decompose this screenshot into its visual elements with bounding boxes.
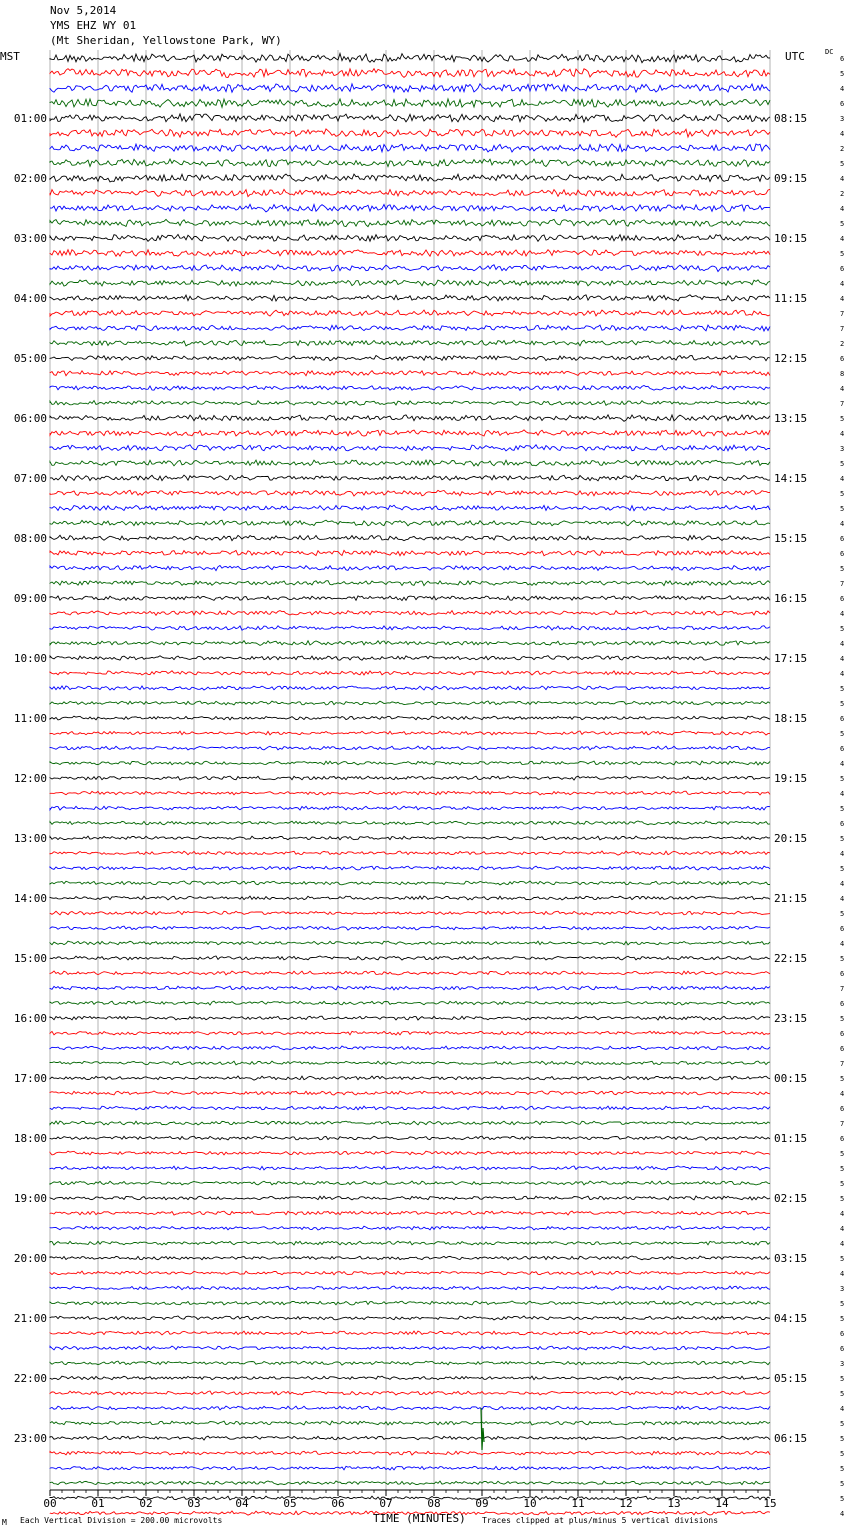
dc-offset-value: 5	[840, 625, 845, 633]
trace-row	[50, 1331, 770, 1335]
dc-offset-value: 4	[840, 940, 845, 948]
x-tick-label: 11	[571, 1497, 585, 1510]
mst-hour-label: 17:00	[13, 1072, 47, 1085]
trace-row	[50, 1151, 770, 1155]
dc-offset-value: 6	[840, 550, 845, 558]
dc-offset-value: 5	[840, 955, 845, 963]
dc-offset-value: 4	[840, 1225, 845, 1233]
trace-row	[50, 581, 770, 586]
mst-hour-label: 23:00	[13, 1432, 47, 1445]
trace-row	[50, 505, 770, 511]
trace-row	[50, 401, 770, 406]
x-tick-label: 15	[763, 1497, 777, 1510]
event-spike	[481, 1408, 484, 1450]
trace-row	[50, 1436, 770, 1440]
x-tick-label: 00	[43, 1497, 57, 1510]
dc-offset-value: 8	[840, 370, 845, 378]
dc-offset-value: 5	[840, 160, 845, 168]
clip-note: Traces clipped at plus/minus 5 vertical divisions	[482, 1516, 719, 1525]
trace-row	[50, 1256, 770, 1260]
mst-hour-label: 22:00	[13, 1372, 47, 1385]
dc-offset-value: 6	[840, 745, 845, 753]
utc-hour-label: 16:15	[774, 592, 808, 605]
trace-row	[50, 1421, 770, 1425]
x-tick-label: 07	[379, 1497, 393, 1510]
trace-row	[50, 1391, 770, 1395]
dc-offset-value: 5	[840, 1465, 845, 1473]
dc-offset-value: 7	[840, 985, 845, 993]
trace-row	[50, 731, 770, 735]
dc-offset-value: 2	[840, 340, 845, 348]
trace-row	[50, 1226, 770, 1230]
mst-hour-label: 06:00	[13, 412, 47, 425]
trace-row	[50, 234, 770, 241]
trace-row	[50, 430, 770, 436]
trace-row	[50, 941, 770, 945]
mst-hour-label: 02:00	[13, 172, 47, 185]
mst-hour-label: 15:00	[13, 952, 47, 965]
dc-offset-value: 3	[840, 115, 845, 123]
trace-row	[50, 821, 770, 825]
dc-offset-value: 7	[840, 325, 845, 333]
trace-row	[50, 1196, 770, 1200]
trace-row	[50, 1076, 770, 1080]
dc-offset-value: 5	[840, 565, 845, 573]
dc-offset-value: 7	[840, 400, 845, 408]
dc-offset-value: 5	[840, 1315, 845, 1323]
trace-row	[50, 1346, 770, 1350]
trace-row	[50, 1361, 770, 1365]
utc-hour-label: 11:15	[774, 292, 808, 305]
trace-row	[50, 1061, 770, 1065]
trace-row	[50, 1481, 770, 1485]
dc-offset-value: 4	[840, 1210, 845, 1218]
trace-row	[50, 611, 770, 616]
dc-offset-value: 4	[840, 130, 845, 138]
scale-note: Each Vertical Division = 200.00 microvolts	[20, 1516, 223, 1525]
dc-offset-value: 5	[840, 1435, 845, 1443]
dc-offset-value: 7	[840, 1060, 845, 1068]
dc-offset-value: 5	[840, 1390, 845, 1398]
x-tick-label: 10	[523, 1497, 537, 1510]
dc-offset-value: 4	[840, 385, 845, 393]
trace-row	[50, 114, 770, 122]
plot-date: Nov 5,2014	[50, 4, 117, 17]
dc-offset-value: 5	[840, 1075, 845, 1083]
trace-row	[50, 520, 770, 526]
utc-hour-label: 08:15	[774, 112, 808, 125]
dc-offset-value: 5	[840, 805, 845, 813]
trace-row	[50, 371, 770, 376]
trace-row	[50, 1241, 770, 1245]
dc-offset-value: 7	[840, 580, 845, 588]
utc-hour-label: 17:15	[774, 652, 808, 665]
utc-hour-label: 03:15	[774, 1252, 808, 1265]
utc-hour-label: 10:15	[774, 232, 808, 245]
trace-row	[50, 716, 770, 720]
mst-hour-label: 03:00	[13, 232, 47, 245]
trace-row	[50, 144, 770, 152]
dc-offset-value: 4	[840, 1090, 845, 1098]
dc-offset-value: 6	[840, 1135, 845, 1143]
trace-row	[50, 866, 770, 870]
corner-mark: M	[2, 1518, 7, 1527]
dc-offset-value: 6	[840, 595, 845, 603]
trace-row	[50, 1046, 770, 1050]
dc-offset-value: 4	[840, 610, 845, 618]
dc-offset-value: 4	[840, 85, 845, 93]
dc-offset-value: 5	[840, 730, 845, 738]
mst-hour-label: 16:00	[13, 1012, 47, 1025]
x-tick-label: 12	[619, 1497, 633, 1510]
trace-row	[50, 189, 770, 196]
trace-row	[50, 1286, 770, 1290]
trace-row	[50, 701, 770, 705]
dc-offset-value: 4	[840, 655, 845, 663]
dc-offset-value: 5	[840, 1255, 845, 1263]
utc-hour-label: 06:15	[774, 1432, 808, 1445]
x-tick-label: 09	[475, 1497, 489, 1510]
trace-row	[50, 626, 770, 631]
trace-row	[50, 641, 770, 646]
trace-row	[50, 280, 770, 286]
trace-row	[50, 761, 770, 765]
dc-offset-value: 6	[840, 1045, 845, 1053]
dc-offset-value: 4	[840, 670, 845, 678]
trace-row	[50, 1121, 770, 1125]
dc-offset-value: 4	[840, 520, 845, 528]
trace-row	[50, 310, 770, 316]
trace-row	[50, 806, 770, 810]
mst-hour-label: 01:00	[13, 112, 47, 125]
trace-row	[50, 746, 770, 750]
utc-hour-label: 18:15	[774, 712, 808, 725]
dc-offset-value: 5	[840, 775, 845, 783]
mst-hour-label: 18:00	[13, 1132, 47, 1145]
dc-offset-value: 7	[840, 310, 845, 318]
dc-offset-value: 4	[840, 475, 845, 483]
dc-offset-value: 2	[840, 145, 845, 153]
dc-offset-value: 7	[840, 1120, 845, 1128]
dc-offset-value: 5	[840, 1495, 845, 1503]
dc-offset-value: 6	[840, 55, 845, 63]
trace-row	[50, 1091, 770, 1095]
dc-offset-value: 6	[840, 100, 845, 108]
utc-hour-label: 21:15	[774, 892, 808, 905]
utc-hour-label: 02:15	[774, 1192, 808, 1205]
trace-row	[50, 219, 770, 226]
trace-row	[50, 851, 770, 855]
dc-offset-value: 3	[840, 1285, 845, 1293]
x-tick-label: 01	[91, 1497, 105, 1510]
trace-row	[50, 445, 770, 451]
dc-offset-value: 5	[840, 835, 845, 843]
mst-hour-label: 12:00	[13, 772, 47, 785]
trace-row	[50, 1211, 770, 1215]
x-tick-label: 03	[187, 1497, 201, 1510]
dc-offset-value: 5	[840, 1300, 845, 1308]
dc-offset-value: 5	[840, 415, 845, 423]
trace-row	[50, 99, 770, 107]
trace-row	[50, 415, 770, 422]
trace-row	[50, 535, 770, 540]
trace-row	[50, 1376, 770, 1380]
dc-offset-value: 5	[840, 1480, 845, 1488]
trace-row	[50, 1406, 770, 1410]
trace-row	[50, 1316, 770, 1320]
trace-row	[50, 84, 770, 92]
dc-offset-value: 4	[840, 175, 845, 183]
utc-hour-label: 00:15	[774, 1072, 808, 1085]
trace-row	[50, 54, 770, 63]
trace-row	[50, 986, 770, 990]
dc-offset-value: 6	[840, 715, 845, 723]
trace-row	[50, 881, 770, 885]
trace-row	[50, 791, 770, 795]
trace-row	[50, 204, 770, 212]
mst-hour-label: 14:00	[13, 892, 47, 905]
mst-hour-label: 21:00	[13, 1312, 47, 1325]
x-tick-label: 13	[667, 1497, 681, 1510]
trace-row	[50, 340, 770, 346]
trace-row	[50, 325, 770, 331]
dc-offset-value: 3	[840, 445, 845, 453]
dc-offset-value: 4	[840, 640, 845, 648]
dc-offset-value: 4	[840, 1240, 845, 1248]
utc-hour-label: 20:15	[774, 832, 808, 845]
trace-row	[50, 460, 770, 466]
trace-row	[50, 1271, 770, 1275]
station-location: (Mt Sheridan, Yellowstone Park, WY)	[50, 34, 282, 47]
trace-row	[50, 159, 770, 167]
trace-row	[50, 686, 770, 690]
trace-row	[50, 896, 770, 900]
trace-row	[50, 926, 770, 930]
x-tick-label: 06	[331, 1497, 345, 1510]
trace-row	[50, 956, 770, 960]
dc-offset-value: 5	[840, 1450, 845, 1458]
mst-hour-label: 10:00	[13, 652, 47, 665]
dc-offset-value: 6	[840, 970, 845, 978]
trace-row	[50, 596, 770, 601]
utc-hour-label: 04:15	[774, 1312, 808, 1325]
trace-row	[50, 174, 770, 182]
trace-row	[50, 356, 770, 361]
mst-hour-label: 09:00	[13, 592, 47, 605]
trace-row	[50, 656, 770, 661]
dc-offset-value: 5	[840, 505, 845, 513]
dc-offset-value: 4	[840, 280, 845, 288]
dc-offset-value: 5	[840, 1165, 845, 1173]
station-code: YMS EHZ WY 01	[50, 19, 137, 32]
utc-hour-label: 14:15	[774, 472, 808, 485]
trace-row	[50, 971, 770, 975]
dc-offset-value: 6	[840, 925, 845, 933]
trace-row	[50, 475, 770, 481]
trace-row	[50, 836, 770, 840]
trace-row	[50, 550, 770, 555]
dc-label: DC	[825, 48, 834, 56]
dc-offset-value: 5	[840, 220, 845, 228]
dc-offset-value: 4	[840, 205, 845, 213]
trace-row	[50, 1001, 770, 1005]
dc-offset-value: 4	[840, 790, 845, 798]
dc-offset-value: 5	[840, 1420, 845, 1428]
trace-row	[50, 911, 770, 915]
x-tick-label: 05	[283, 1497, 297, 1510]
trace-row	[50, 1106, 770, 1110]
x-tick-label: 04	[235, 1497, 249, 1510]
dc-offset-value: 3	[840, 1360, 845, 1368]
trace-row	[50, 1466, 770, 1470]
trace-row	[50, 490, 770, 496]
mst-axis-label: MST	[0, 50, 20, 63]
trace-row	[50, 1181, 770, 1185]
dc-offset-value: 4	[840, 880, 845, 888]
x-tick-label: 14	[715, 1497, 729, 1510]
dc-offset-value: 6	[840, 1330, 845, 1338]
dc-offset-value: 4	[840, 760, 845, 768]
dc-offset-value: 4	[840, 235, 845, 243]
trace-row	[50, 1451, 770, 1455]
dc-offset-value: 2	[840, 190, 845, 198]
trace-row	[50, 265, 770, 272]
utc-hour-label: 12:15	[774, 352, 808, 365]
utc-hour-label: 23:15	[774, 1012, 808, 1025]
dc-offset-value: 5	[840, 865, 845, 873]
dc-offset-value: 5	[840, 70, 845, 78]
dc-offset-value: 5	[840, 685, 845, 693]
dc-offset-value: 5	[840, 1195, 845, 1203]
trace-row	[50, 386, 770, 391]
utc-hour-label: 19:15	[774, 772, 808, 785]
mst-hour-label: 13:00	[13, 832, 47, 845]
dc-offset-value: 5	[840, 1180, 845, 1188]
dc-offset-value: 5	[840, 700, 845, 708]
dc-offset-value: 4	[840, 1510, 845, 1518]
dc-offset-value: 6	[840, 1000, 845, 1008]
dc-offset-value: 4	[840, 1270, 845, 1278]
trace-row	[50, 250, 770, 257]
dc-offset-value: 5	[840, 490, 845, 498]
mst-hour-label: 20:00	[13, 1252, 47, 1265]
utc-hour-label: 22:15	[774, 952, 808, 965]
trace-row	[50, 776, 770, 780]
mst-hour-label: 11:00	[13, 712, 47, 725]
trace-row	[50, 566, 770, 571]
utc-hour-label: 09:15	[774, 172, 808, 185]
utc-hour-label: 01:15	[774, 1132, 808, 1145]
mst-hour-label: 19:00	[13, 1192, 47, 1205]
dc-offset-value: 5	[840, 1015, 845, 1023]
trace-row	[50, 671, 770, 675]
dc-offset-value: 6	[840, 265, 845, 273]
mst-hour-label: 05:00	[13, 352, 47, 365]
utc-hour-label: 15:15	[774, 532, 808, 545]
trace-row	[50, 1496, 770, 1500]
dc-offset-value: 5	[840, 460, 845, 468]
utc-hour-label: 05:15	[774, 1372, 808, 1385]
dc-offset-value: 4	[840, 295, 845, 303]
x-axis-title: TIME (MINUTES)	[373, 1512, 466, 1525]
dc-offset-value: 6	[840, 1345, 845, 1353]
trace-row	[50, 1016, 770, 1020]
trace-row	[50, 1136, 770, 1140]
trace-row	[50, 69, 770, 78]
dc-offset-value: 6	[840, 535, 845, 543]
dc-offset-value: 5	[840, 1150, 845, 1158]
x-tick-label: 02	[139, 1497, 153, 1510]
dc-offset-value: 6	[840, 1105, 845, 1113]
dc-offset-value: 6	[840, 355, 845, 363]
dc-offset-value: 5	[840, 250, 845, 258]
dc-offset-value: 4	[840, 430, 845, 438]
trace-row	[50, 1031, 770, 1035]
dc-offset-value: 4	[840, 850, 845, 858]
utc-axis-label: UTC	[785, 50, 805, 63]
mst-hour-label: 04:00	[13, 292, 47, 305]
dc-offset-value: 5	[840, 910, 845, 918]
dc-offset-value: 4	[840, 1405, 845, 1413]
x-tick-label: 08	[427, 1497, 441, 1510]
trace-row	[50, 295, 770, 301]
dc-offset-value: 6	[840, 1030, 845, 1038]
dc-offset-value: 5	[840, 1375, 845, 1383]
trace-row	[50, 1166, 770, 1170]
mst-hour-label: 08:00	[13, 532, 47, 545]
utc-hour-label: 13:15	[774, 412, 808, 425]
dc-offset-value: 6	[840, 820, 845, 828]
mst-hour-label: 07:00	[13, 472, 47, 485]
trace-row	[50, 1301, 770, 1305]
trace-row	[50, 129, 770, 137]
dc-offset-value: 4	[840, 895, 845, 903]
